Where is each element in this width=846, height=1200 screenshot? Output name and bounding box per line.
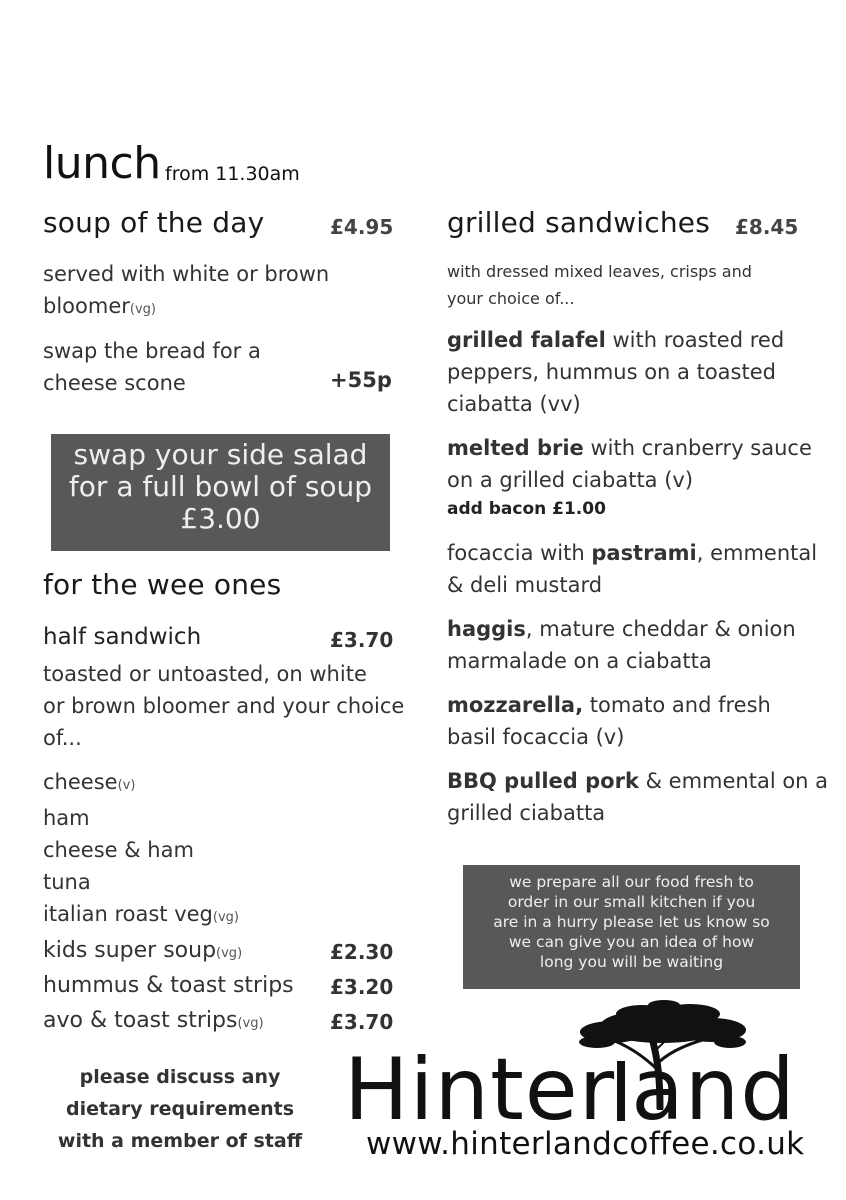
grilled-item-bbq-pork: BBQ pulled pork & emmental on a grilled ciabatta — [447, 769, 829, 825]
grilled-item-haggis: haggis, mature cheddar & onion marmalade on a ciabatta — [447, 617, 796, 673]
soup-desc-line — [43, 290, 329, 326]
grilled-sandwiches-title: grilled sandwiches — [447, 206, 711, 239]
brand-logo: Hinter and — [344, 1040, 796, 1140]
list-item: kids super soup(vg) £2.30 — [43, 938, 394, 964]
grilled-item-brie: melted brie with cranberry sauce on a grilled ciabatta (v) add bacon £1.00 — [447, 432, 837, 522]
soup-bread-text: bloomer — [43, 294, 130, 318]
list-item: hummus & toast strips £3.20 — [43, 973, 394, 999]
tree-trunk-l — [617, 1061, 625, 1121]
half-desc-line: of... — [43, 726, 82, 750]
grilled-item-falafel: grilled falafel with roasted red peppers, hummus on a toasted ciabatta (vv) — [447, 328, 785, 416]
soup-desc-line: served with white or brown — [43, 262, 330, 286]
kids-soup-price: £2.30 — [330, 940, 394, 964]
list-item: tuna — [43, 870, 91, 894]
swap-bread-price: +55p — [330, 368, 392, 392]
half-sandwich-description — [43, 658, 404, 754]
dietary-note: please discuss any dietary requirements with a member of staff — [57, 1066, 303, 1152]
avo-strips-price: £3.70 — [330, 1010, 394, 1034]
swap-bread-line: swap the bread for a — [43, 339, 261, 363]
grilled-intro: with dressed mixed leaves, crisps and your choice of... — [447, 262, 752, 308]
page-title: lunch — [43, 138, 161, 189]
half-desc-line: or brown bloomer and your choice — [43, 694, 405, 718]
filling-list — [43, 766, 239, 934]
hummus-strips-price: £3.20 — [330, 975, 394, 999]
half-sandwich-price: £3.70 — [330, 628, 394, 652]
half-desc-line: toasted or untoasted, on white — [43, 662, 367, 686]
list-item: cheese & ham — [43, 838, 194, 862]
list-item: avo & toast strips(vg) £3.70 — [43, 1008, 394, 1034]
grilled-sandwiches-price: £8.45 — [735, 215, 799, 239]
grilled-item-pastrami: focaccia with pastrami, emmental & deli mustard — [447, 541, 818, 597]
kids-extras — [43, 938, 403, 1043]
website-url[interactable]: www.hinterlandcoffee.co.uk — [366, 1126, 805, 1162]
grilled-item-mozzarella: mozzarella, tomato and fresh basil focaccia (v) — [447, 693, 771, 749]
swap-bread-line: cheese scone — [43, 371, 186, 395]
salad-box-price: £3.00 — [180, 502, 261, 535]
soup-title: soup of the day — [43, 206, 265, 239]
list-item: ham — [43, 806, 90, 830]
kids-title: for the wee ones — [43, 568, 282, 601]
swap-bread-option — [43, 335, 261, 399]
add-bacon-option: add bacon £1.00 — [447, 499, 606, 519]
salad-box-line: for a full bowl of soup — [68, 470, 373, 503]
salad-box-line: swap your side salad — [73, 438, 368, 471]
half-sandwich-title: half sandwich — [43, 624, 202, 650]
soup-price: £4.95 — [330, 215, 394, 239]
fresh-food-note: we prepare all our food fresh to order in our small kitchen if you are in a hurry please let us know so we can give you an idea of how long you will be waiting — [463, 865, 800, 989]
vegan-tag: (vg) — [129, 302, 156, 317]
soup-description — [43, 258, 329, 326]
salad-swap-box — [51, 434, 390, 551]
list-item: italian roast veg(vg) — [43, 902, 239, 926]
page-subtitle: from 11.30am — [165, 163, 300, 185]
list-item: cheese(v) — [43, 770, 136, 794]
